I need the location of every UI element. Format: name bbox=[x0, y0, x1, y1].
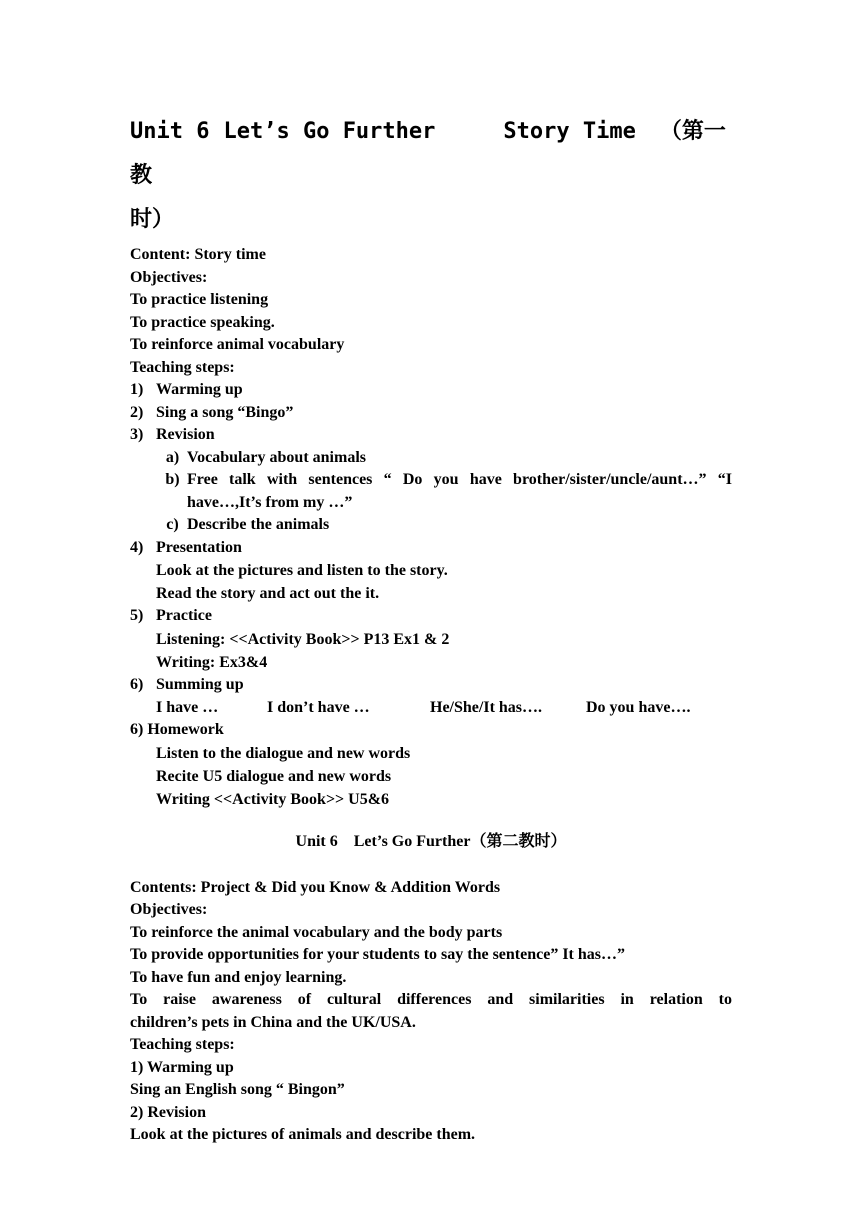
step-detail: Look at the pictures and listen to the story. bbox=[156, 562, 448, 579]
homework-label: 6) Homework bbox=[130, 721, 224, 738]
title-period: （第一教 bbox=[130, 119, 726, 188]
teaching-steps-label: Teaching steps: bbox=[130, 1036, 235, 1053]
step-item: 3) Revision bbox=[130, 426, 215, 443]
step-item: 5) Practice bbox=[130, 607, 212, 624]
content-line: Content: Story time bbox=[130, 246, 266, 263]
homework-item: Listen to the dialogue and new words bbox=[156, 744, 411, 762]
sub-step-item: b) Free talk with sentences “ Do you have brother/sister/uncle/aunt…” “I bbox=[165, 471, 732, 488]
step-item: 4) Presentation bbox=[130, 538, 242, 556]
summing-phrases bbox=[130, 696, 732, 719]
objectives-label: Objectives: bbox=[130, 901, 208, 918]
sub-step-item: a) Vocabulary about animals bbox=[165, 448, 366, 466]
step-detail: Look at the pictures of animals and describe them. bbox=[130, 1126, 476, 1143]
sub-step-continuation: have…,It’s from my …” bbox=[187, 493, 353, 511]
document-page bbox=[130, 110, 732, 1147]
objective-item: To practice listening bbox=[130, 291, 269, 308]
step-detail: Listening: <<Activity Book>> P13 Ex1 & 2 bbox=[156, 630, 450, 648]
phrase: I have … bbox=[156, 699, 219, 716]
objective-item: To provide opportunities for your students to say the sentence” It has…” bbox=[130, 946, 626, 963]
lesson1-title bbox=[130, 110, 732, 242]
objective-item: To reinforce the animal vocabulary and the body parts bbox=[130, 923, 503, 941]
step-item: 1) Warming up bbox=[130, 381, 243, 398]
objective-item: To practice speaking. bbox=[130, 313, 275, 331]
phrase: I don’t have … bbox=[267, 699, 370, 716]
step-item: 2) Revision bbox=[130, 1103, 206, 1121]
step-detail: Writing: Ex3&4 bbox=[156, 653, 268, 671]
title-period-end: 时） bbox=[130, 207, 175, 232]
step-detail: Read the story and act out the it. bbox=[156, 585, 380, 602]
step-item: 2) Sing a song “Bingo” bbox=[130, 403, 294, 421]
objective-continuation: children’s pets in China and the UK/USA. bbox=[130, 1013, 416, 1031]
phrase: He/She/It has…. bbox=[430, 699, 543, 716]
lesson2-heading: Unit 6 Let’s Go Further（第二教时） bbox=[295, 832, 567, 850]
step-detail: Sing an English song “ Bingon” bbox=[130, 1081, 345, 1098]
homework-item: Writing <<Activity Book>> U5&6 bbox=[156, 790, 390, 808]
title-story-time: Story Time bbox=[503, 119, 636, 144]
sub-step-item: c) Describe the animals bbox=[166, 516, 330, 533]
homework-item: Recite U5 dialogue and new words bbox=[156, 767, 392, 785]
phrase: Do you have…. bbox=[586, 699, 691, 716]
contents-line: Contents: Project & Did you Know & Addition Words bbox=[130, 878, 501, 896]
step-item: 6) Summing up bbox=[130, 675, 244, 693]
objective-item: To have fun and enjoy learning. bbox=[130, 968, 347, 986]
objectives-label: Objectives: bbox=[130, 268, 208, 286]
teaching-steps-label: Teaching steps: bbox=[130, 358, 235, 376]
objective-item: To reinforce animal vocabulary bbox=[130, 336, 345, 353]
step-item: 1) Warming up bbox=[130, 1058, 234, 1076]
title-name: Let’s Go Further bbox=[223, 119, 436, 144]
title-unit: Unit 6 bbox=[130, 119, 210, 144]
objective-item: To raise awareness of cultural differences and similarities in relation to bbox=[130, 991, 732, 1008]
